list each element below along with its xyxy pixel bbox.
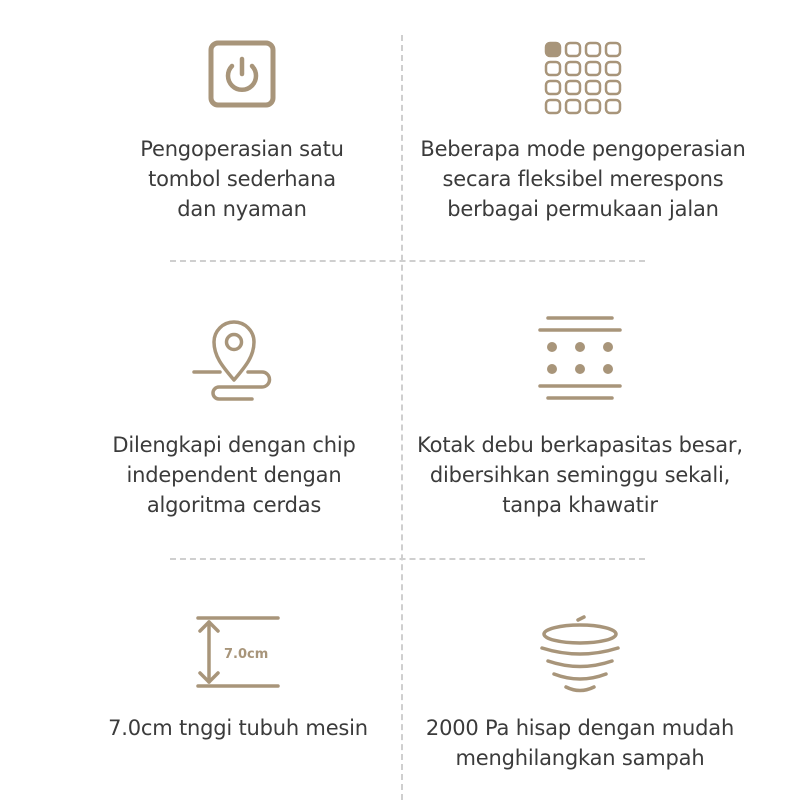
mode-grid-cell [606, 43, 620, 56]
mode-grid-cell [566, 81, 580, 94]
height-icon [194, 612, 282, 694]
power-button-icon [208, 40, 276, 108]
mode-grid-cell [586, 62, 600, 75]
dust-box-icon [538, 315, 622, 401]
mode-grid-cell [546, 62, 560, 75]
feature-caption: Beberapa mode pengoperasian secara fleksibel merespons berbagai permukaan jalan [420, 137, 746, 221]
height-icon-label: 7.0cm [224, 647, 269, 662]
mode-grid-cell [586, 43, 600, 56]
feature-caption: 7.0cm tnggi tubuh mesin [108, 716, 368, 740]
horizontal-divider-2 [170, 558, 645, 560]
mode-grid-cell [566, 100, 580, 113]
mode-grid-cell [566, 62, 580, 75]
feature-caption: Dilengkapi dengan chip independent dengan algoritma cerdas [112, 433, 356, 517]
mode-grid-cell [606, 81, 620, 94]
feature-caption: Kotak debu berkapasitas besar, dibersihkan seminggu sekali, tanpa khawatir [417, 433, 743, 517]
mode-grid-cell [586, 100, 600, 113]
suction-vortex-icon [538, 614, 622, 700]
mode-grid-cell [586, 81, 600, 94]
location-pin-icon [192, 314, 276, 402]
feature-caption: 2000 Pa hisap dengan mudah menghilangkan sampah [425, 716, 735, 770]
mode-grid-cell [606, 100, 620, 113]
mode-grid-cell [606, 62, 620, 75]
feature-caption: Pengoperasian satu tombol sederhana dan nyaman [140, 137, 344, 221]
mode-grid-cell-active [546, 43, 560, 56]
mode-grid-icon [543, 40, 623, 120]
horizontal-divider-1 [170, 260, 645, 262]
mode-grid-cell [566, 43, 580, 56]
mode-grid-cell [546, 81, 560, 94]
mode-grid-cell [546, 100, 560, 113]
